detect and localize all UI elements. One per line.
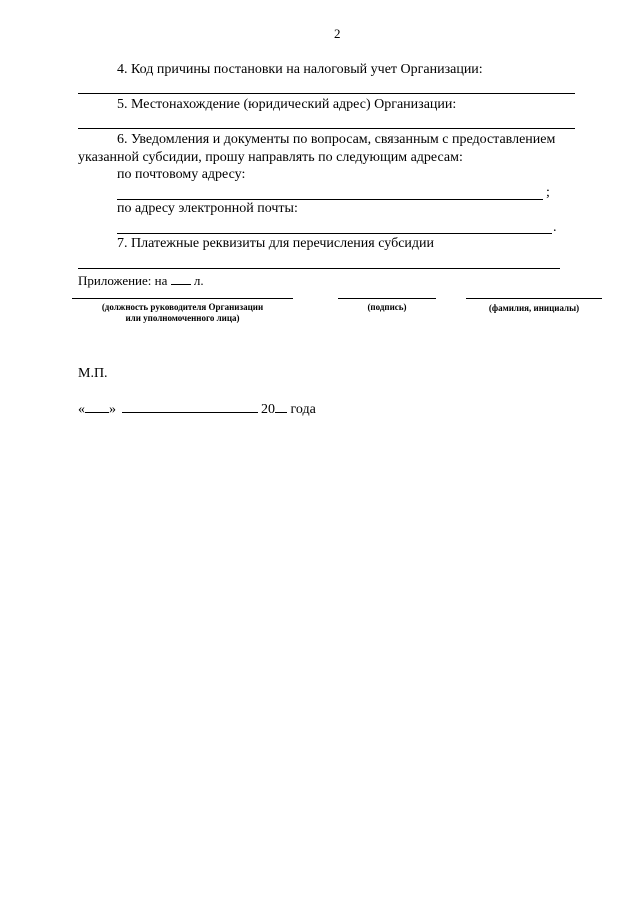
- postal-address-input-line[interactable]: [117, 199, 543, 200]
- full-name-caption: (фамилия, инициалы): [488, 303, 580, 313]
- attachment-pages-blank[interactable]: [171, 272, 191, 285]
- item-7-payment-details-label: 7. Платежные реквизиты для перечисления субсидии: [117, 236, 435, 251]
- attachment-suffix: л.: [193, 273, 204, 288]
- position-caption: [72, 302, 293, 324]
- signature-input-line[interactable]: [338, 298, 436, 299]
- item-5-address-label: 5. Местонахождение (юридический адрес) Организации:: [117, 97, 457, 112]
- date-year-suffix: года: [290, 402, 316, 417]
- kpp-input-line[interactable]: [78, 93, 575, 94]
- attachment-prefix: Приложение: на: [78, 273, 168, 288]
- legal-address-input-line[interactable]: [78, 128, 575, 129]
- date-open-quote: «: [78, 402, 85, 417]
- date-close-quote: »: [109, 402, 116, 417]
- attachment-line: [78, 272, 204, 289]
- position-caption-line-1: (должность руководителя Организации: [101, 302, 264, 312]
- stamp-place-label: М.П.: [78, 366, 108, 381]
- item-4-kpp-label: 4. Код причины постановки на налоговый учет Организации:: [117, 62, 483, 77]
- position-input-line[interactable]: [72, 298, 293, 299]
- date-year-prefix: 20: [261, 402, 275, 417]
- position-caption-line-2: или уполномоченного лица): [125, 313, 240, 323]
- signature-caption: (подпись): [367, 302, 407, 312]
- full-name-input-line[interactable]: [466, 298, 602, 299]
- postal-address-label: по почтовому адресу:: [117, 167, 246, 182]
- payment-details-input-line[interactable]: [78, 268, 560, 269]
- email-address-input-line[interactable]: [117, 233, 552, 234]
- date-month-blank[interactable]: [122, 400, 258, 413]
- item-6-notifications-label-cont: указанной субсидии, прошу направлять по следующим адресам:: [78, 150, 463, 165]
- date-line: [78, 400, 316, 418]
- email-address-label: по адресу электронной почты:: [117, 201, 298, 216]
- email-address-period: .: [553, 220, 557, 235]
- postal-address-semicolon: ;: [546, 185, 550, 200]
- date-day-blank[interactable]: [85, 400, 109, 413]
- date-year-blank[interactable]: [275, 400, 287, 413]
- item-6-notifications-label: 6. Уведомления и документы по вопросам, связанным с предоставлением: [117, 132, 556, 147]
- page-number: 2: [334, 26, 341, 41]
